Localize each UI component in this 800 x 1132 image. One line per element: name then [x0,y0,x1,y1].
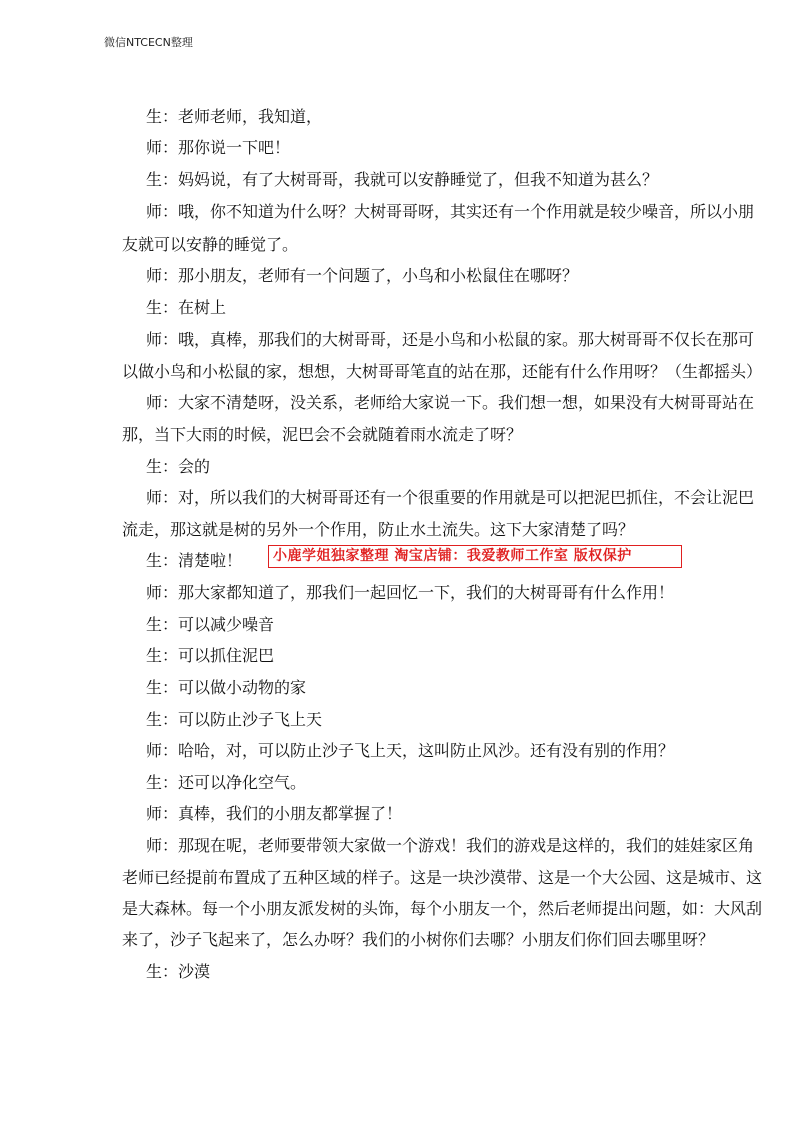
text-line: 生：在树上 [146,298,227,317]
text-line: 生：可以减少噪音 [146,615,275,634]
text-line: 生：妈妈说，有了大树哥哥，我就可以安静睡觉了，但我不知道为甚么？ [146,170,659,189]
text-line: 生：会的 [146,457,211,476]
text-line: 师：那你说一下吧！ [146,138,291,157]
text-line: 生：清楚啦！ [146,551,243,570]
text-line: 师：哦，你不知道为什么呀？大树哥哥呀，其实还有一个作用就是较少噪音，所以小朋 [146,202,755,221]
text-line: 生：沙漠 [146,962,211,981]
text-line: 师：哦，真棒，那我们的大树哥哥，还是小鸟和小松鼠的家。那大树哥哥不仅长在那可 [146,330,755,349]
text-line: 友就可以安静的睡觉了。 [122,235,299,254]
text-line: 生：可以做小动物的家 [146,678,307,697]
text-line: 老师已经提前布置成了五种区域的样子。这是一块沙漠带、这是一个大公园、这是城市、这 [122,868,763,887]
text-line: 生：老师老师，我知道， [146,107,323,126]
text-line: 以做小鸟和小松鼠的家，想想，大树哥哥笔直的站在那，还能有什么作用呀？（生都摇头） [122,362,763,381]
text-line: 师：那小朋友，老师有一个问题了，小鸟和小松鼠住在哪呀？ [146,266,579,285]
text-line: 师：那大家都知道了，那我们一起回忆一下，我们的大树哥哥有什么作用！ [146,583,675,602]
text-line: 是大森林。每一个小朋友派发树的头饰，每个小朋友一个，然后老师提出问题，如：大风刮 [122,899,763,918]
text-line: 流走，那这就是树的另外一个作用，防止水土流失。这下大家清楚了吗？ [122,520,635,539]
text-line: 来了，沙子飞起来了，怎么办呀？我们的小树你们去哪？小朋友们你们回去哪里呀？ [122,930,715,949]
text-line: 生：可以抓住泥巴 [146,646,275,665]
text-line: 师：对，所以我们的大树哥哥还有一个很重要的作用就是可以把泥巴抓住，不会让泥巴 [146,488,755,507]
watermark-stamp: 小鹿学姐独家整理 淘宝店铺：我爱教师工作室 版权保护 [268,545,682,568]
text-line: 师：那现在呢，老师要带领大家做一个游戏！我们的游戏是这样的，我们的娃娃家区角 [146,836,755,855]
text-line: 生：可以防止沙子飞上天 [146,710,323,729]
text-line: 师：真棒，我们的小朋友都掌握了！ [146,804,403,823]
text-line: 生：还可以净化空气。 [146,773,307,792]
text-line: 那，当下大雨的时候，泥巴会不会就随着雨水流走了呀？ [122,425,523,444]
text-line: 师：哈哈，对，可以防止沙子飞上天，这叫防止风沙。还有没有别的作用？ [146,741,675,760]
page-header: 微信NTCECN整理 [104,36,193,49]
text-line: 师：大家不清楚呀，没关系，老师给大家说一下。我们想一想，如果没有大树哥哥站在 [146,393,755,412]
